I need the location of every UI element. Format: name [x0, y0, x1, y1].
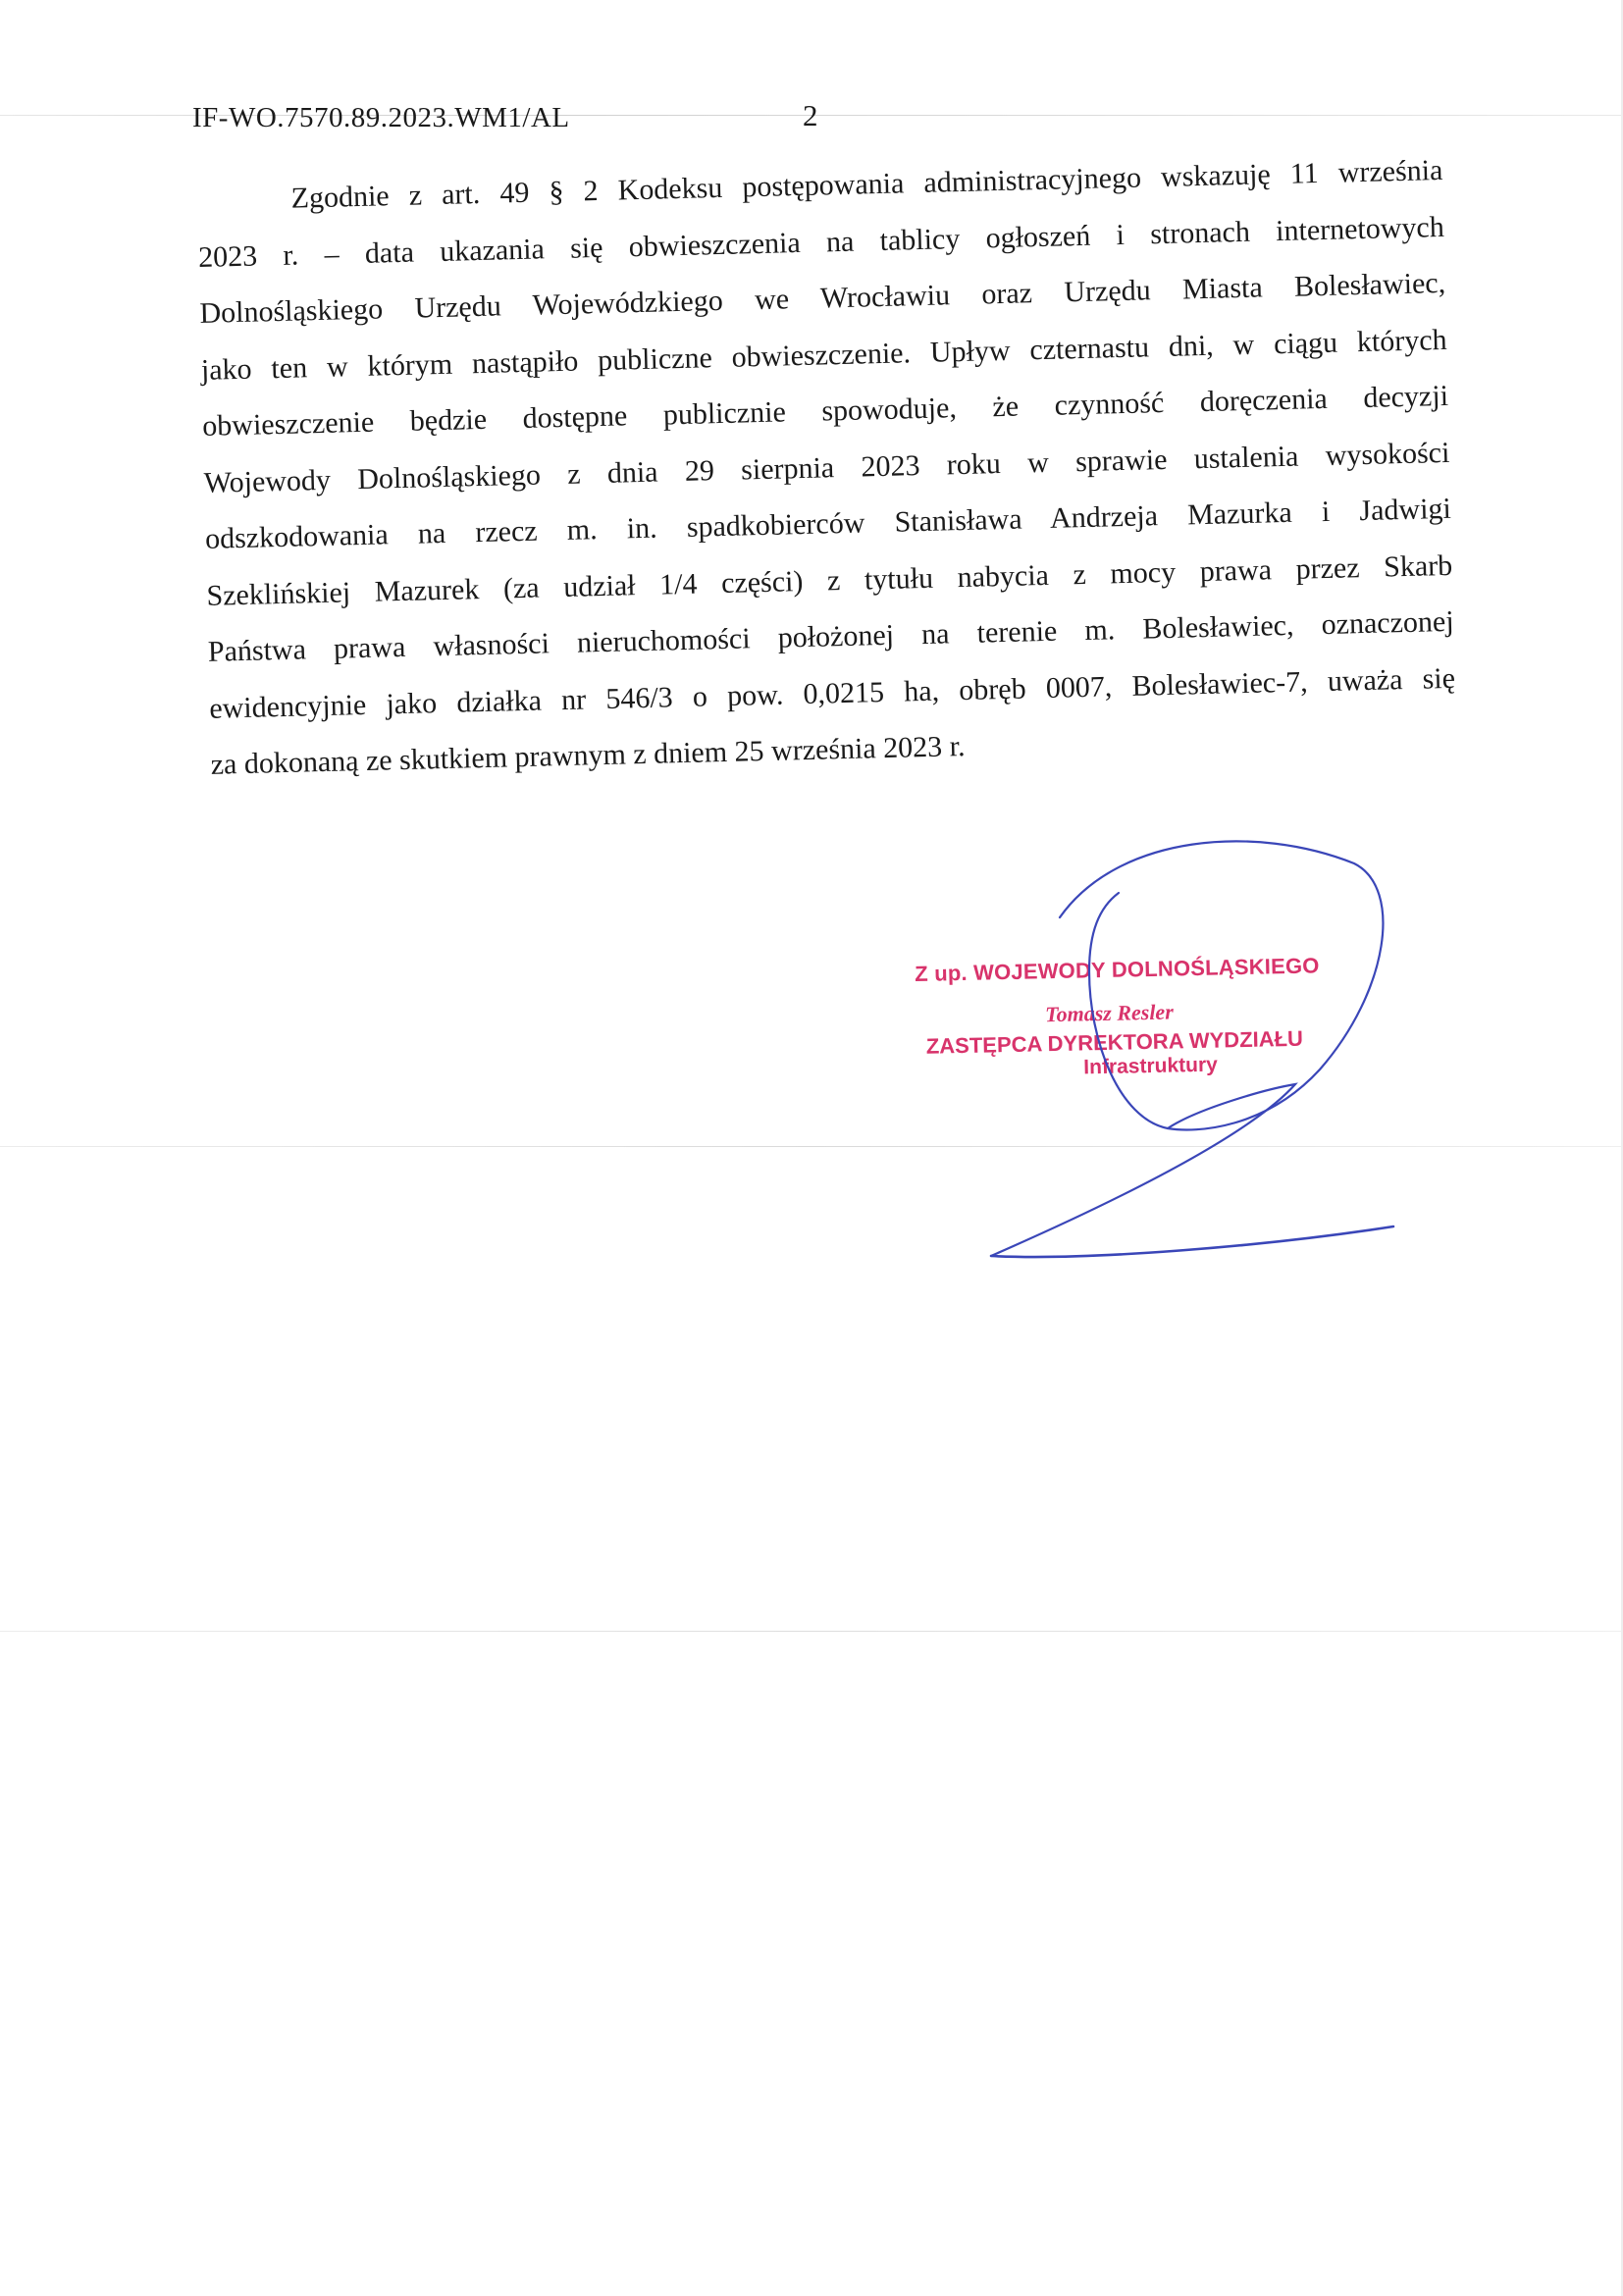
stamp-signatory-name: Tomasz Resler	[1044, 999, 1174, 1027]
body-line: ewidencyjnie jako działka nr 546/3 o pow. 0,0215 ha, obręb 0007, Bolesławiec-7, uważa się	[208, 661, 1456, 725]
body-line: odszkodowania na rzecz m. in. spadkobierców Stanisława Andrzeja Mazurka i Jadwigi	[204, 492, 1452, 555]
body-line: Wojewody Dolnośląskiego z dnia 29 sierpnia 2023 roku w sprawie ustalenia wysokości	[203, 436, 1450, 499]
body-line: Dolnośląskiego Urzędu Wojewódzkiego we Wrocławiu oraz Urzędu Miasta Bolesławiec,	[199, 266, 1446, 330]
document-reference: IF-WO.7570.89.2023.WM1/AL	[192, 102, 570, 133]
body-line: Zgodnie z art. 49 § 2 Kodeksu postępowania administracyjnego wskazuję 11 września	[290, 153, 1443, 215]
page-header	[192, 98, 1468, 145]
scan-artifact-line	[0, 1631, 1623, 1632]
handwritten-signature	[971, 814, 1433, 1276]
body-paragraph	[196, 142, 1457, 793]
page-number: 2	[803, 98, 818, 132]
stamp-signatory-title: ZASTĘPCA DYREKTORA WYDZIAŁU	[925, 1025, 1304, 1059]
signature-stroke	[1060, 841, 1383, 1129]
stamp-authority: Z up. WOJEWODY DOLNOŚLĄSKIEGO	[915, 953, 1320, 986]
signature-stroke	[991, 1084, 1295, 1256]
body-line: Państwa prawa własności nieruchomości położonej na terenie m. Bolesławiec, oznaczonej	[207, 604, 1454, 668]
body-line: za dokonaną ze skutkiem prawnym z dniem 25 września 2023 r.	[210, 730, 966, 781]
body-line: obwieszczenie będzie dostępne publicznie spowoduje, że czynność doręczenia decyzji	[201, 379, 1449, 443]
body-line: 2023 r. – data ukazania się obwieszczenia na tablicy ogłoszeń i stronach internetowych	[197, 210, 1445, 274]
signature-stroke	[991, 1226, 1393, 1257]
body-line: Szeklińskiej Mazurek (za udział 1/4 części) z tytułu nabycia z mocy prawa przez Skarb	[206, 548, 1453, 612]
body-line: jako ten w którym nastąpiło publiczne obwieszczenie. Upływ czternastu dni, w ciągu których	[200, 323, 1447, 387]
stamp-department: Infrastruktury	[1083, 1053, 1219, 1079]
